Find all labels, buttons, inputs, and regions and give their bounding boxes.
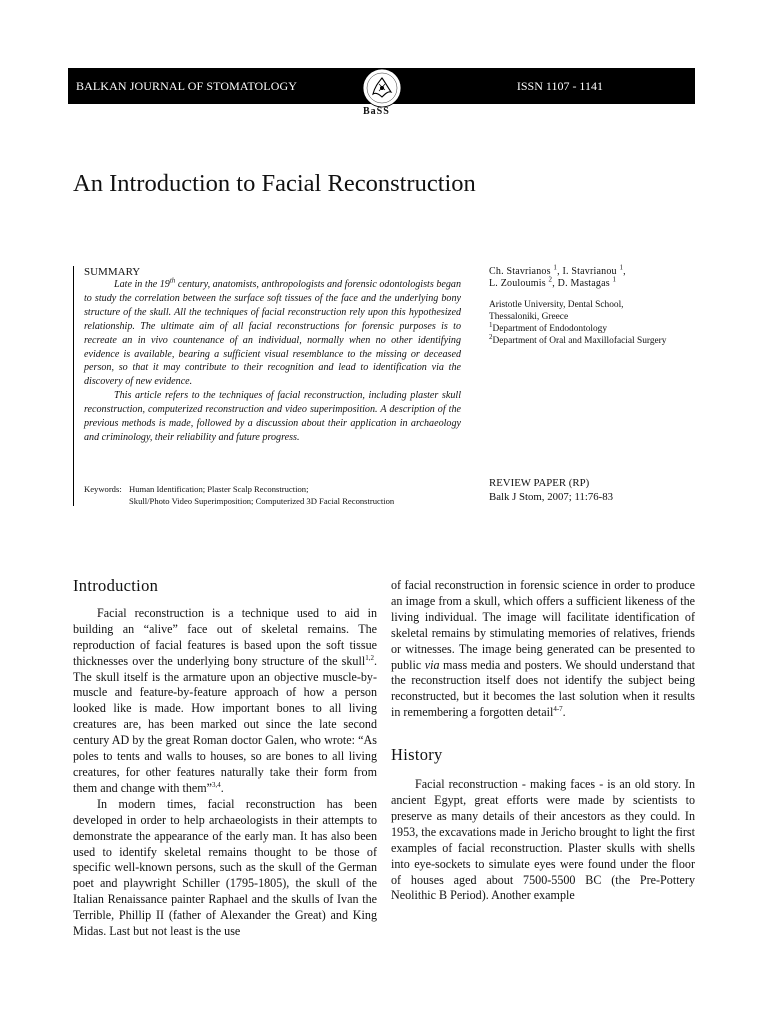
affiliation-university: Aristotle University, Dental School, (489, 299, 624, 310)
keywords-label: Keywords: (84, 484, 122, 494)
history-heading: History (391, 745, 443, 765)
intro-p1-a: Facial reconstruction is a technique used to aid in building an “alive” face out of skeletal remains. The reproduction of facial features is based upon the soft tissue thicknesses over the underlying bony structure of the skull (73, 605, 377, 668)
author-names-line-2 (489, 278, 699, 290)
summary-p1-sup: th (169, 276, 176, 285)
keywords-line-1: Human Identification; Plaster Scalp Reconstruction; (129, 484, 309, 494)
author-comma: , (623, 266, 626, 277)
dept-1-name: Department of Endodontology (492, 323, 608, 334)
keywords-line-2: Skull/Photo Video Superimposition; Computerized 3D Facial Reconstruction (129, 496, 395, 506)
journal-name: BALKAN JOURNAL OF STOMATOLOGY (76, 79, 298, 93)
intro-p1-c: . (220, 780, 224, 795)
history-paragraph-1: Facial reconstruction - making faces - is an old story. In ancient Egypt, great efforts were made by scientists to preserve as many details of their ancestors as they could. In 1953, the excavations made in Jericho brought to light the first examples of facial reconstruction. Plaster skulls with shells into eye-sockets to simulate eyes were found under the floor of houses aged about 7500-5500 BC (the Pre-Pottery Neolithic B Period). Another example (391, 777, 695, 903)
author-4: , D. Mastagas (552, 278, 613, 290)
author-3-sup: 2 (548, 276, 553, 285)
dept-2-name: Department of Oral and Maxillofacial Surgery (492, 335, 667, 346)
summary-paragraph-2: This article refers to the techniques of facial reconstruction, including plaster skull reconstruction, computerized reconstruction and video superimposition. A description of the previous methods is made, followed by a discussion about their application in archaeology and criminology, their reliability and future progress. (84, 390, 461, 443)
body-column-right (391, 578, 695, 904)
article-title: An Introduction to Facial Reconstruction (73, 170, 476, 197)
summary-section (73, 266, 462, 506)
dept-2-sup: 2 (489, 332, 493, 341)
affiliations (489, 299, 699, 347)
review-info (489, 476, 613, 504)
author-1-sup: 1 (553, 263, 558, 272)
summary-p1-start: Late in the 19 (114, 279, 170, 290)
logo-text: BaSS (363, 106, 390, 117)
issn-number: ISSN 1107 - 1141 (516, 79, 603, 93)
intro-p3-c: . (562, 705, 566, 720)
introduction-paragraph-1 (73, 606, 377, 797)
summary-paragraph-1 (84, 278, 461, 389)
affiliation-dept-1 (489, 320, 699, 335)
intro-p3-b: mass media and posters. We should understand that the reconstruction itself does not identify the subject being reconstructed, but it becomes the last solution when it results in remembering a forgotten detail (391, 657, 695, 720)
intro-p1-sup1: 1,2 (365, 653, 374, 662)
author-1: Ch. Stavrianos (489, 266, 554, 277)
intro-p3-a: of facial reconstruction in forensic science in order to produce an image from a skull, which offers a sufficient likeness of the living individual. The image will facilitate identification of skeletal remains by stimulating memories of relatives, friends or witnesses. The image being generated can be presented to public (391, 578, 695, 672)
paper-type: REVIEW PAPER (RP) (489, 477, 590, 489)
affiliation-dept-2 (489, 332, 699, 347)
summary-p1-rest: century, anatomists, anthropologists and forensic odontologists began to study the correlation between the surface soft tissues of the face and the underlying bony structure of the skull. All the techniques of facial reconstruction rely upon this hypothesized relationship. The ultimate aim of all facial reconstructions for forensic purposes is to recreate an in vivo countenance of an individual, normally when no other identifying evidence is available, bearing a sufficient visual resemblance to the missing or deceased person, so that it may contribute to their recognition and lead to identification via the discovery of new evidence. (84, 279, 461, 388)
summary-text (84, 278, 461, 445)
author-4-sup: 1 (612, 276, 617, 285)
dept-1-sup: 1 (489, 320, 493, 329)
body-column-left (73, 578, 377, 940)
intro-p3-sup: 4-7 (553, 705, 563, 714)
citation: Balk J Stom, 2007; 11:76-83 (489, 491, 614, 503)
author-3: L. Zouloumis (489, 278, 549, 290)
author-names-line-1 (489, 263, 699, 278)
introduction-paragraph-3 (391, 578, 695, 721)
affiliation-city: Thessaloniki, Greece (489, 311, 569, 322)
intro-p1-b: . The skull itself is the armature upon an objective muscle-by-muscle and feature-by-feature approach of how a person looked like is made. How important bones to all living creatures are, has been marked out since the late second century AD by the great Roman doctor Galen, who wrote: “As poles to tents and walls to houses, so are bones to all living creatures, for other features naturally take their form from them and change with them” (73, 653, 377, 795)
introduction-heading: Introduction (73, 576, 159, 595)
intro-p3-via: via (424, 657, 440, 672)
introduction-paragraph-2: In modern times, facial reconstruction has been developed in order to help archaeologists in their attempts to demonstrate the appearance of the early man. It has also been used to identify skeletal remains thought to be those of specific well-known persons, such as the skull of the German poet and playwright Schiller (1795-1805), the skull of the Italian Renaissance painter Raphael and the skulls of Ivan the Terrible, Phillip II (father of Alexander the Great) and King Midas. Last but not least is the use (73, 796, 377, 939)
summary-label: SUMMARY (84, 266, 141, 278)
authors-block (489, 263, 699, 347)
author-2: , I. Stavrianou (557, 266, 620, 277)
intro-p1-sup2: 3,4 (212, 780, 221, 789)
author-2-sup: 1 (619, 263, 624, 272)
